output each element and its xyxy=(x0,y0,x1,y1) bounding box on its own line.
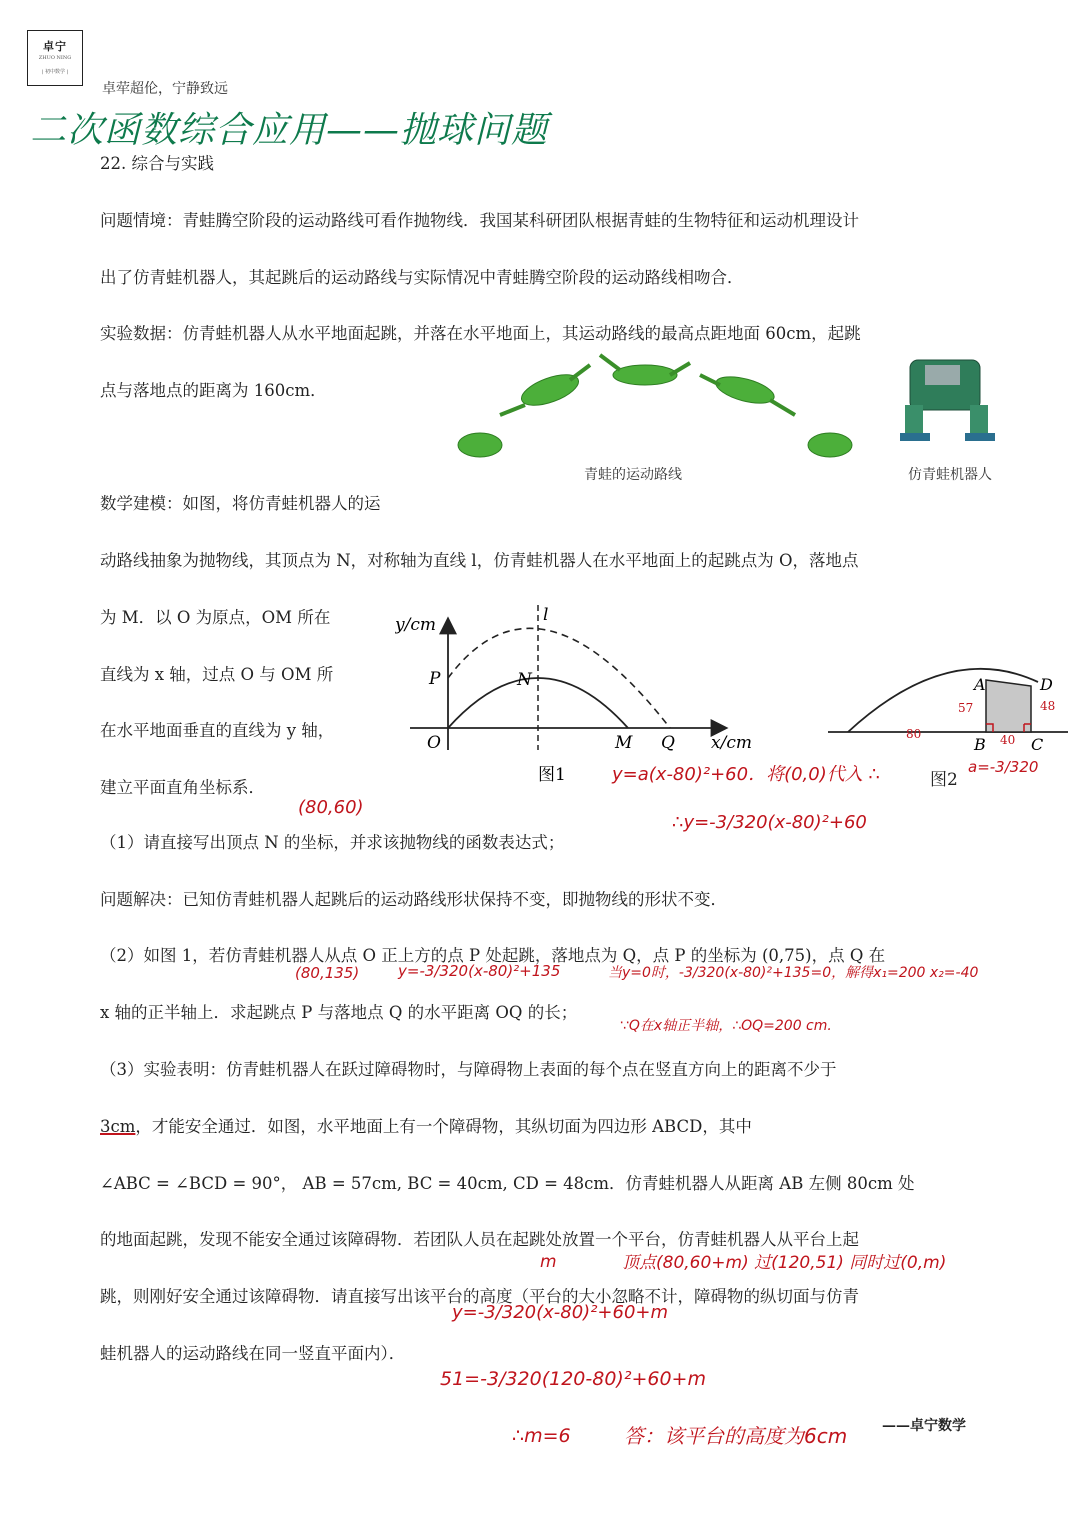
fig1-m-label: M xyxy=(615,733,633,753)
motto: 卓荦超伦，宁静致远 xyxy=(102,81,228,97)
fig1-q-label: Q xyxy=(661,733,675,753)
fig2-a-label: A xyxy=(974,675,986,694)
fig1-l-label: l xyxy=(543,605,549,625)
signature: ——卓宁数学 xyxy=(882,1418,966,1434)
paragraph-context-2: 出了仿青蛙机器人，其起跳后的运动路线与实际情况中青蛙腾空阶段的运动路线相吻合． xyxy=(100,268,744,287)
question-2-line-1: （2）如图 1，若仿青蛙机器人从点 O 正上方的点 P 处起跳，落地点为 Q，点 P 的坐标为 (0,75)，点 Q 在 xyxy=(100,946,886,965)
robot-image xyxy=(900,360,995,441)
paragraph-model-6: 建立平面直角坐标系． xyxy=(100,778,265,797)
fig2-note-48: 48 xyxy=(1040,699,1056,713)
hw-answer-1: ∴y=-3/320(x-80)²+60 xyxy=(672,812,867,833)
paragraph-model-5: 在水平地面垂直的直线为 y 轴， xyxy=(100,721,335,740)
paragraph-context-1: 问题情境：青蛙腾空阶段的运动路线可看作抛物线．我国某科研团队根据青蛙的生物特征和运动机理设计 xyxy=(100,211,859,230)
fig1-caption: 图1 xyxy=(538,765,566,785)
hw-q2-solve: 当y=0时，-3/320(x-80)²+135=0，解得x₁=200 x₂=-40 xyxy=(608,965,979,981)
fig2-caption: 图2 xyxy=(930,770,958,790)
paragraph-model-1: 数学建模：如图，将仿青蛙机器人的运 xyxy=(100,494,381,513)
fig1-o-label: O xyxy=(427,733,441,753)
caption-robot: 仿青蛙机器人 xyxy=(908,466,992,482)
hw-q3-answer: 答：该平台的高度为6cm xyxy=(624,1424,848,1448)
hw-a-value: a=-3/320 xyxy=(968,758,1039,776)
fig2-note-40: 40 xyxy=(1000,733,1016,747)
fig1-y-label: y/cm xyxy=(395,615,436,635)
frog-photo-strip xyxy=(440,345,1040,465)
question-1: （1）请直接写出顶点 N 的坐标，并求该抛物线的函数表达式； xyxy=(100,833,565,852)
frog-image xyxy=(458,355,852,457)
logo-foot: | 初中数学 | xyxy=(41,69,69,76)
fig1-p-label: P xyxy=(429,669,441,689)
fig2-b-label: B xyxy=(974,735,986,754)
handwritten-title: 二次函数综合应用——抛球问题 xyxy=(30,110,549,151)
hw-q3-m: m xyxy=(540,1252,557,1272)
underline-3cm: 3cm xyxy=(100,1117,136,1136)
question-3-line-4: 的地面起跳，发现不能安全通过该障碍物．若团队人员在起跳处放置一个平台，仿青蛙机器人从平台上起 xyxy=(100,1230,859,1249)
paragraph-model-4: 直线为 x 轴，过点 O 与 OM 所 xyxy=(100,665,334,684)
question-3-line-1: （3）实验表明：仿青蛙机器人在跃过障碍物时，与障碍物上表面的每个点在竖直方向上的距离不少于 xyxy=(100,1060,837,1079)
question-2-line-2: x 轴的正半轴上．求起跳点 P 与落地点 Q 的水平距离 OQ 的长； xyxy=(100,1003,578,1022)
fig2-c-label: C xyxy=(1031,735,1044,754)
question-3-line-2-text: ，才能安全通过．如图，水平地面上有一个障碍物，其纵切面为四边形 ABCD，其中 xyxy=(135,1117,752,1136)
question-3-line-3: ∠ABC = ∠BCD = 90°， AB = 57cm, BC = 40cm, CD = 48cm．仿青蛙机器人从距离 AB 左侧 80cm 处 xyxy=(100,1174,915,1193)
hw-q2-equation: y=-3/320(x-80)²+135 xyxy=(398,962,561,980)
hw-vertex: (80,60) xyxy=(298,797,364,818)
fig1-n-label: N xyxy=(517,670,532,690)
problem-number: 22. 综合与实践 xyxy=(100,154,214,173)
logo-title: 卓宁 xyxy=(43,40,67,53)
parabola-dashed xyxy=(448,628,670,728)
hw-q3-substitution: 51=-3/320(120-80)²+60+m xyxy=(440,1368,706,1390)
paragraph-data-1: 实验数据：仿青蛙机器人从水平地面起跳，并落在水平地面上，其运动路线的最高点距地面 60cm，起跳 xyxy=(100,324,861,343)
hw-fig-equation: y=a(x-80)²+60．将(0,0)代入 ∴ xyxy=(612,764,880,785)
caption-frog-path: 青蛙的运动路线 xyxy=(584,466,682,482)
fig2-note-80: 80 xyxy=(906,727,922,741)
logo-subtitle: ZHUO NING xyxy=(38,55,72,62)
logo xyxy=(27,30,83,86)
hw-q3-vertex: 顶点(80,60+m) 过(120,51) 同时过(0,m) xyxy=(622,1253,947,1273)
hw-q3-equation: y=-3/320(x-80)²+60+m xyxy=(452,1302,669,1323)
hw-q2-point: (80,135) xyxy=(295,964,360,982)
paragraph-model-3: 为 M．以 O 为原点，OM 所在 xyxy=(100,608,331,627)
question-3-line-6: 蛙机器人的运动路线在同一竖直平面内）． xyxy=(100,1344,406,1363)
question-3-line-2 xyxy=(100,1113,752,1137)
question-3-line-5: 跳，则刚好安全通过该障碍物．请直接写出该平台的高度（平台的大小忽略不计，障碍物的纵切面与仿青 xyxy=(100,1287,859,1306)
fig1-x-label: x/cm xyxy=(711,733,752,753)
hw-q2-answer: ∵Q在x轴正半轴，∴OQ=200 cm. xyxy=(620,1018,832,1034)
problem-solving: 问题解决：已知仿青蛙机器人起跳后的运动路线形状保持不变，即抛物线的形状不变． xyxy=(100,890,727,909)
fig2-d-label: D xyxy=(1040,675,1053,694)
paragraph-data-2: 点与落地点的距离为 160cm． xyxy=(100,381,327,400)
paragraph-model-2: 动路线抽象为抛物线，其顶点为 N，对称轴为直线 l，仿青蛙机器人在水平地面上的起跳点为 O，落地点 xyxy=(100,551,859,570)
hw-q3-result: ∴m=6 xyxy=(512,1425,571,1447)
fig2-note-57: 57 xyxy=(958,701,974,715)
